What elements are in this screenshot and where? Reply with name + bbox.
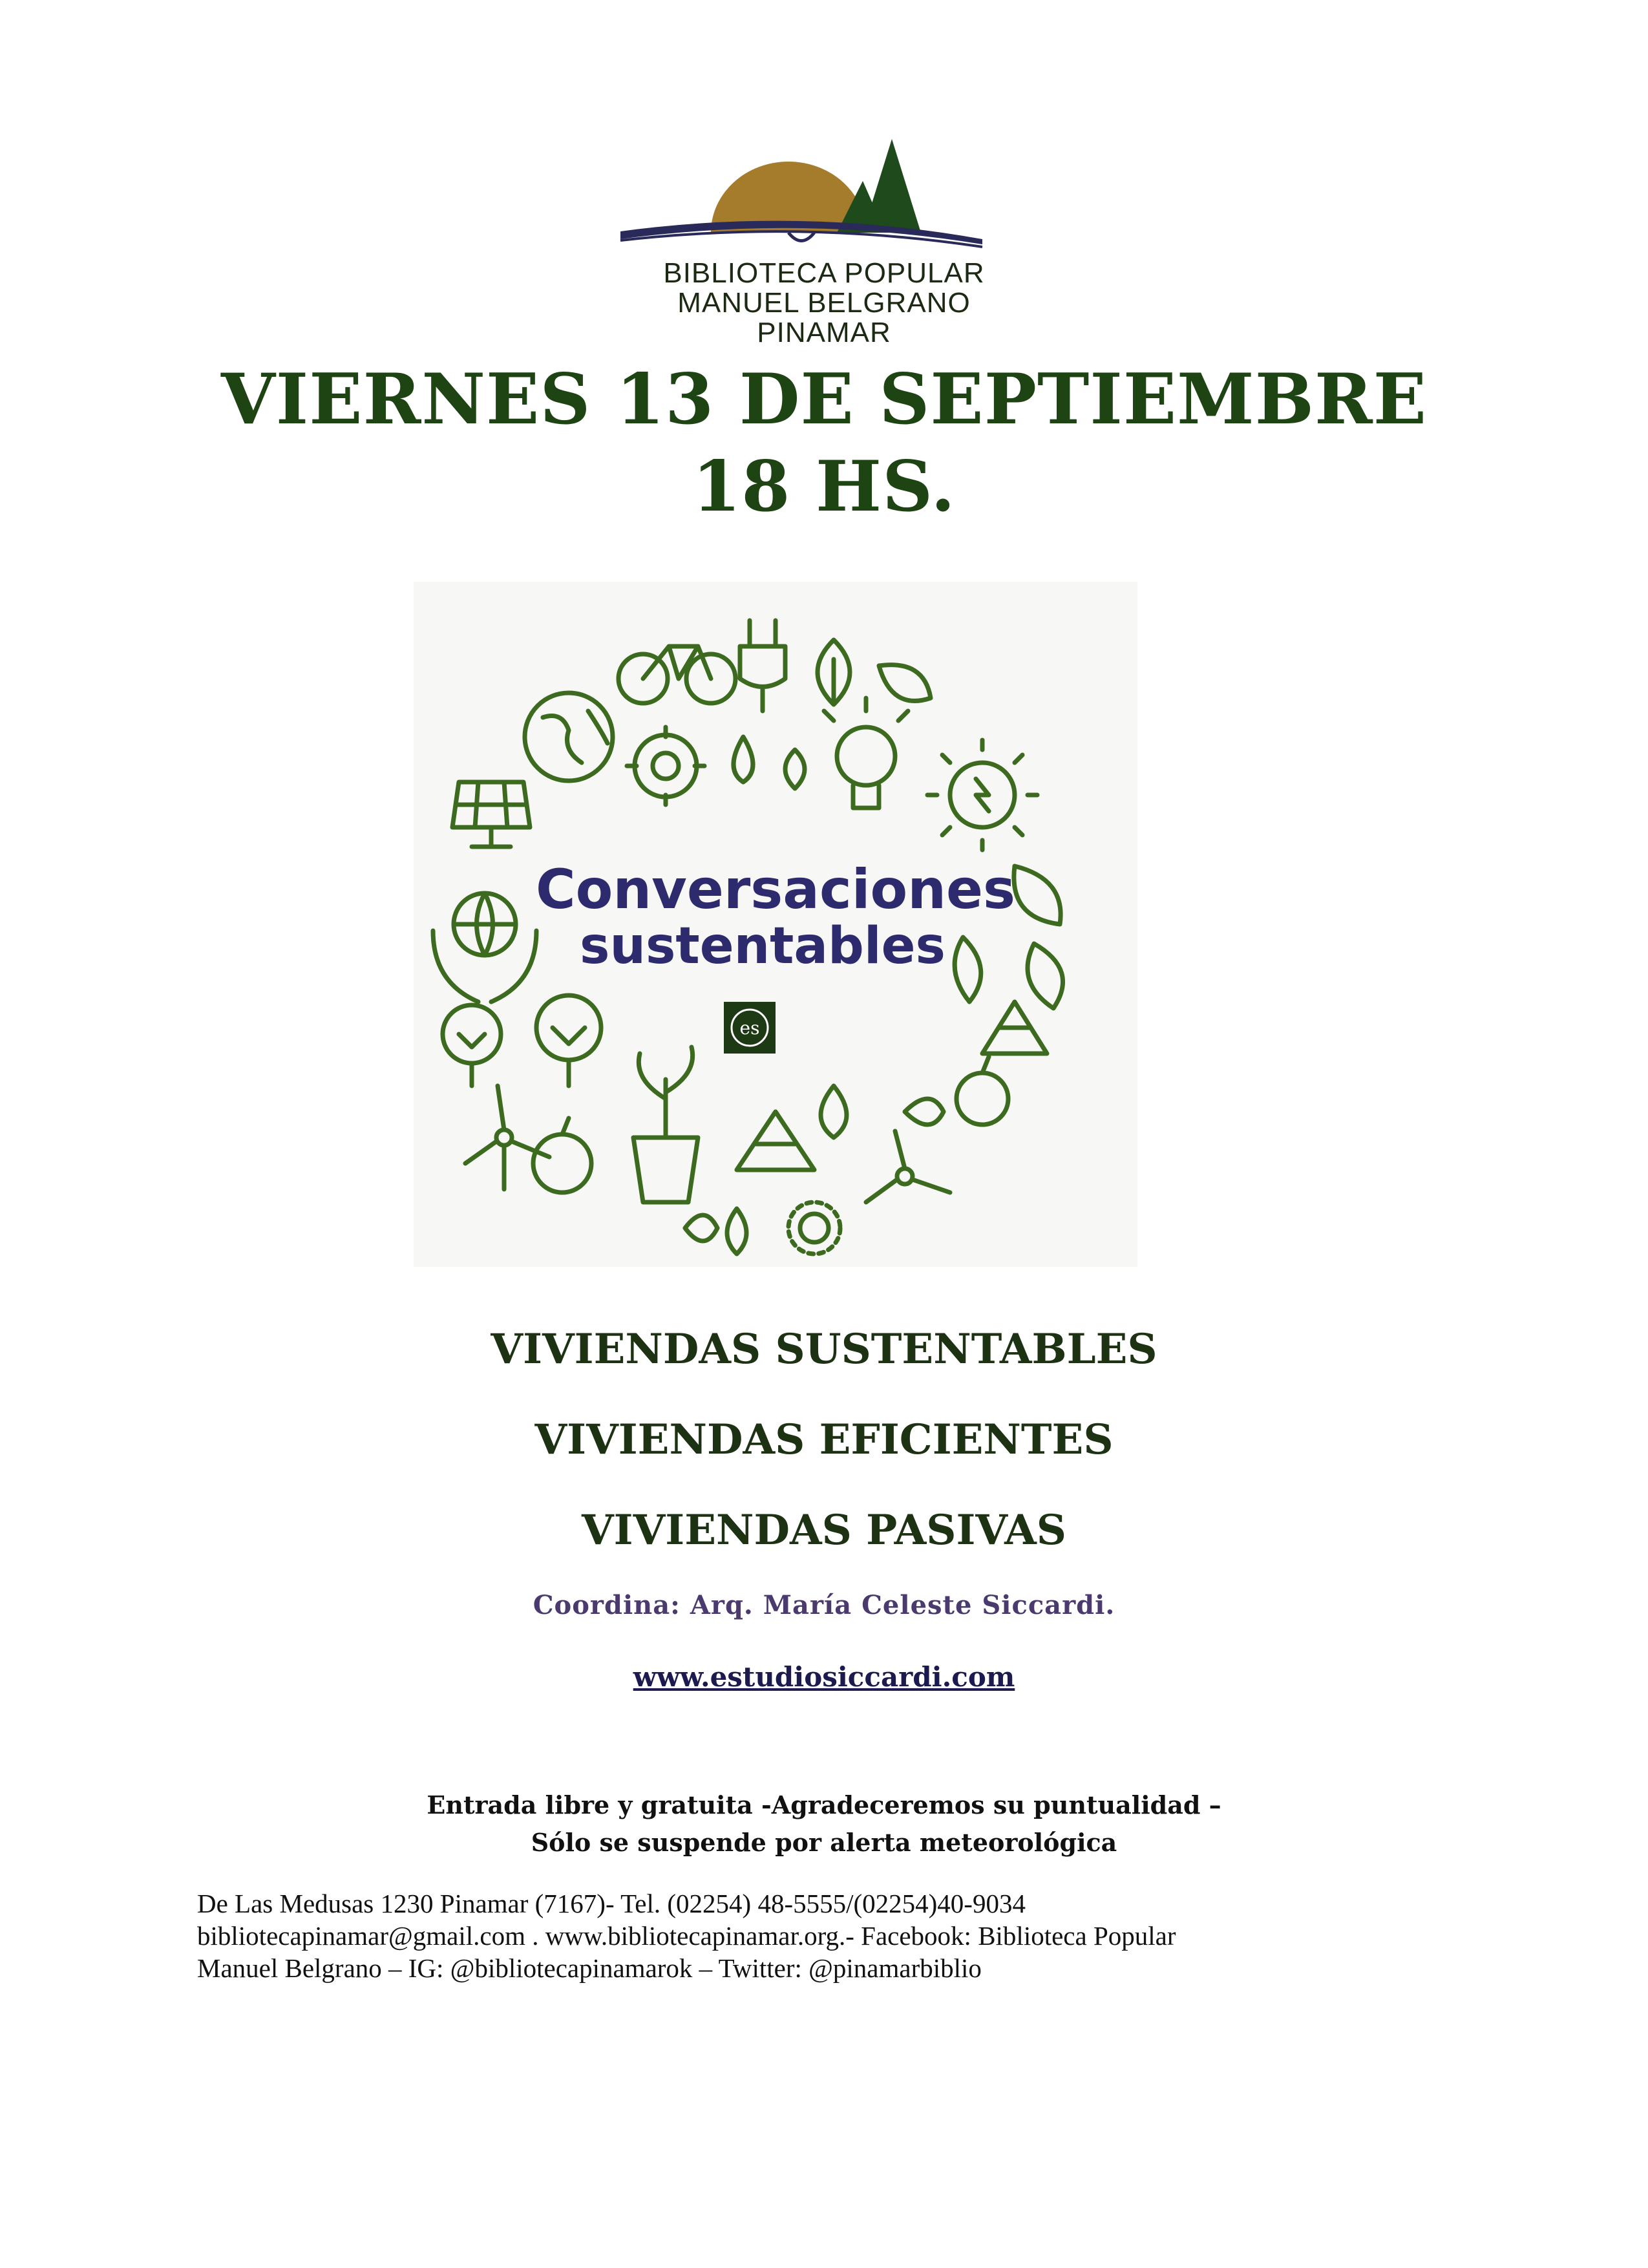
contact-address: De Las Medusas 1230 Pinamar (7167)- Tel. (02254) 48-5555/(02254)40-9034 [197, 1889, 1026, 1918]
org-name-line-3: PINAMAR [757, 317, 891, 348]
library-logo [607, 136, 995, 259]
notice-line-2: Sólo se suspende por alerta meteorológica [531, 1828, 1117, 1857]
event-time: 18 HS. [692, 446, 956, 527]
es-badge-text: es [739, 1017, 760, 1039]
contact-links-line-2[interactable]: Manuel Belgrano – IG: @bibliotecapinamarok – Twitter: @pinamarbiblio [197, 1953, 982, 1983]
topic-passive-housing: VIVIENDAS PASIVAS [582, 1506, 1066, 1554]
org-name-line-2: MANUEL BELGRANO [677, 287, 971, 319]
event-date: VIERNES 13 DE SEPTIEMBRE [220, 359, 1428, 440]
graphic-title-line-1: Conversaciones [535, 858, 1016, 921]
org-name-line-1: BIBLIOTECA POPULAR [663, 257, 985, 289]
topic-sustainable-housing: VIVIENDAS SUSTENTABLES [491, 1325, 1157, 1373]
pine-trees [837, 139, 921, 233]
contact-links-line-1[interactable]: bibliotecapinamar@gmail.com . www.bibliotecapinamar.org.- Facebook: Biblioteca Popular [197, 1921, 1176, 1951]
graphic-title-line-2: sustentables [580, 917, 945, 975]
topic-efficient-housing: VIVIENDAS EFICIENTES [534, 1415, 1114, 1464]
notice-line-1: Entrada libre y gratuita -Agradeceremos su puntualidad – [427, 1790, 1221, 1819]
sustainable-conversations-graphic [414, 582, 1137, 1267]
website-link[interactable]: www.estudiosiccardi.com [633, 1661, 1015, 1693]
coordinator-line: Coordina: Arq. María Celeste Siccardi. [533, 1590, 1115, 1620]
